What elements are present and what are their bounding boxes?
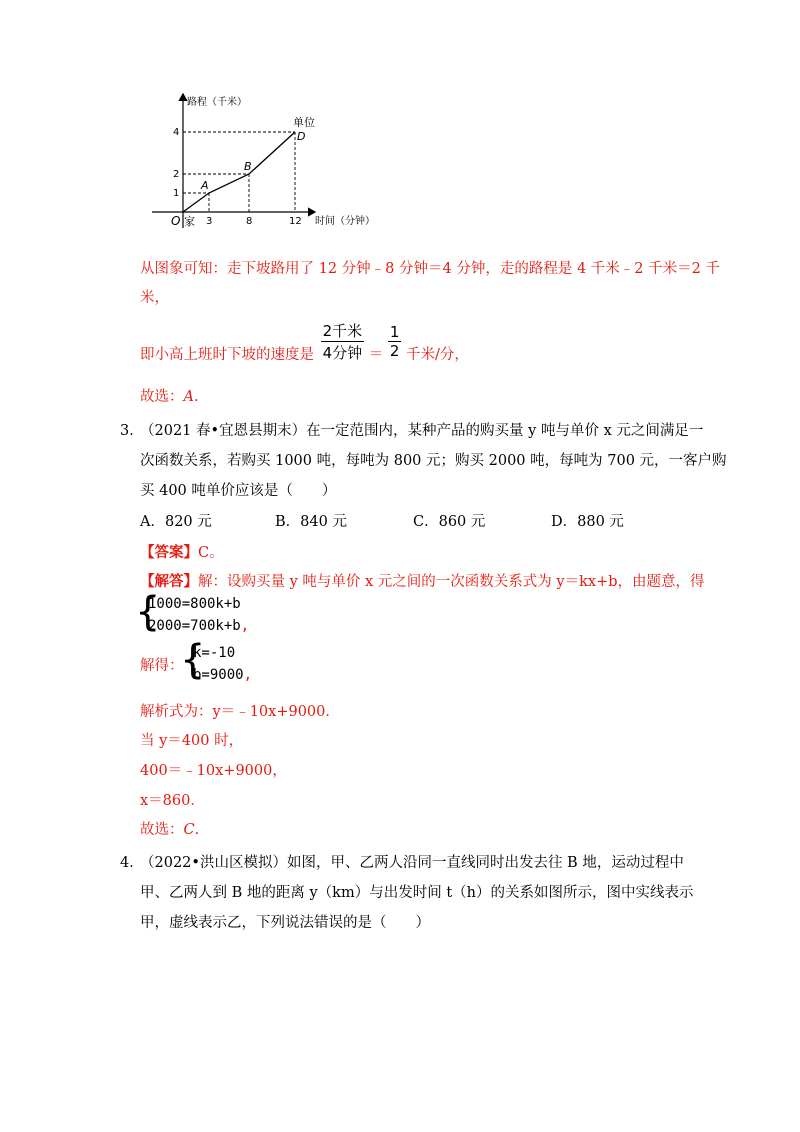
x-result: x＝860． <box>140 793 205 809</box>
x-axis-label: 时间（分钟） <box>315 216 375 227</box>
q3-line3: 买 400 吨单价应该是（ ） <box>140 483 337 499</box>
q3-number: 3． <box>120 423 144 439</box>
route-line <box>183 132 295 212</box>
distance-time-graph <box>140 88 380 238</box>
y-tick-2: 2 <box>173 169 180 180</box>
origin-label: O <box>171 214 181 228</box>
q3-option-b: B．840 元 <box>275 514 347 530</box>
equation-system-brace: { <box>135 589 161 635</box>
q4-line3: 甲，虚线表示乙，下列说法错误的是（ ） <box>140 915 430 931</box>
analytic-expression: 解析式为：y＝﹣10x+9000． <box>140 704 340 720</box>
q4-line2: 甲、乙两人到 B 地的距离 y（km）与出发时间 t（h）的关系如图所示，图中实线表示 <box>140 885 694 901</box>
q3-choice: 故选：C. <box>140 822 200 838</box>
when-y-400: 当 y＝400 时， <box>140 733 244 749</box>
y-tick-4: 4 <box>173 127 180 138</box>
q3-line2: 次函数关系，若购买 1000 吨，每吨为 800 元；购买 2000 吨，每吨为 700 元，一客户购 <box>140 453 727 469</box>
q3-answer: 【答案】C。 <box>140 544 224 561</box>
fraction-one-half: $\frac{1}{2}$ <box>389 323 400 360</box>
point-d-label: D <box>297 130 306 143</box>
equals-sign: ＝ <box>368 347 384 363</box>
q3-option-d: D．880 元 <box>551 514 624 530</box>
x-tick-8: 8 <box>246 216 253 227</box>
equation-1: 1000=800k+b <box>148 596 241 612</box>
home-label: 家 <box>184 215 195 228</box>
substitution-equation: 400＝﹣10x+9000， <box>140 763 287 779</box>
q3-line1: （2021 春•宜恩县期末）在一定范围内，某种产品的购买量 y 吨与单价 x 元之间满足一 <box>140 423 704 439</box>
y-tick-1: 1 <box>173 188 180 199</box>
q2-choice: 故选：A. <box>140 389 199 405</box>
solution-k: k=-10 <box>193 645 236 661</box>
q3-solution-intro: 【解答】解：设购买量 y 吨与单价 x 元之间的一次函数关系式为 y＝kx+b，由题意，得 <box>140 573 705 590</box>
unit-label: 单位 <box>293 116 315 129</box>
y-axis-label: 路程（千米） <box>187 97 247 108</box>
q2-explanation-line1: 从图象可知：走下坡路用了 12 分钟﹣8 分钟＝4 分钟，走的路程是 4 千米﹣2 千米＝2 千 <box>140 261 720 277</box>
speed-suffix: 千米/分， <box>406 347 469 363</box>
speed-prefix: 即小高上班时下坡的速度是 <box>140 347 314 363</box>
fraction-distance-time: $\frac{\text{2千米}}{\text{4分钟}}$ <box>322 322 363 362</box>
q2-speed-line <box>140 320 469 370</box>
point-b-label: B <box>244 160 252 173</box>
point-a-label: A <box>201 179 209 192</box>
equation-2: 2000=700k+b, <box>148 618 250 634</box>
x-tick-3: 3 <box>206 216 213 227</box>
solution-brace: { <box>180 637 206 683</box>
q4-line1: （2022•洪山区模拟）如图，甲、乙两人沿同一直线同时出发去往 B 地，运动过程中 <box>140 855 684 871</box>
q2-explanation-line2: 米， <box>140 290 169 306</box>
q3-option-a: A．820 元 <box>140 514 212 530</box>
solution-b: b=9000, <box>193 667 253 683</box>
x-tick-12: 12 <box>289 216 302 227</box>
q3-option-c: C．860 元 <box>413 514 486 530</box>
q4-number: 4． <box>120 855 144 871</box>
solve-label: 解得： <box>140 658 184 674</box>
